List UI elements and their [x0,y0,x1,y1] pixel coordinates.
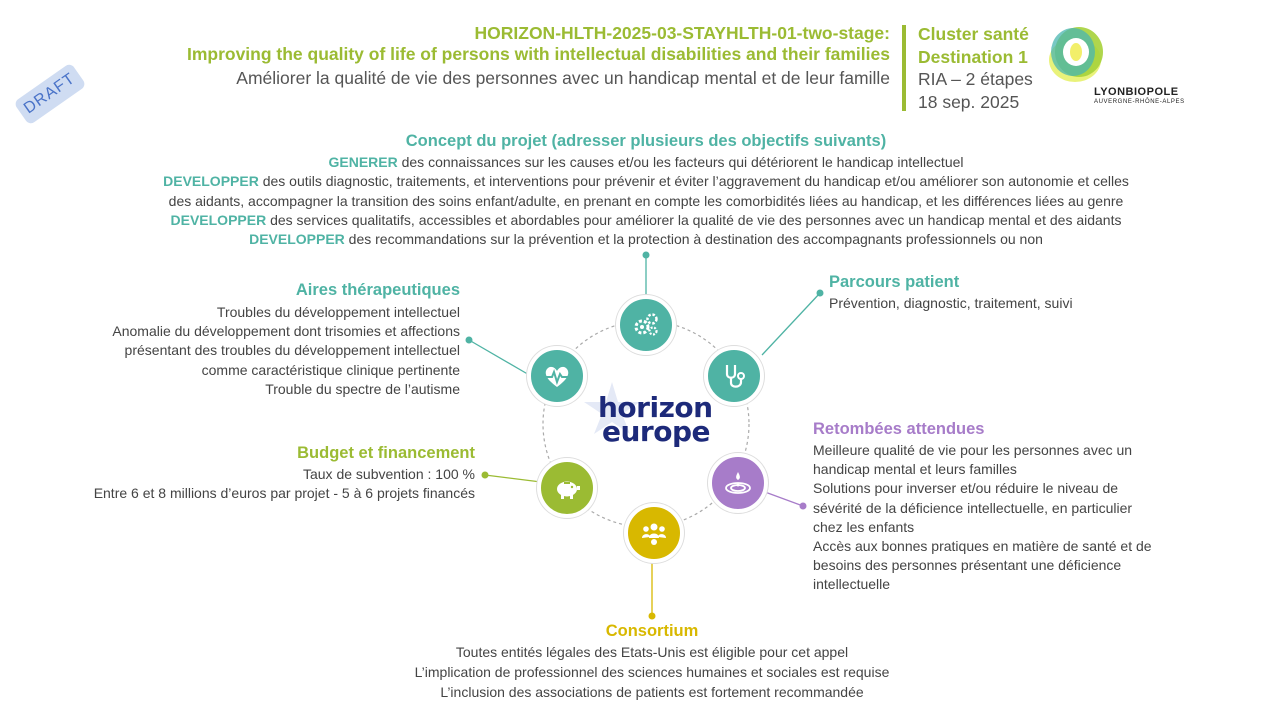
gears-icon [616,295,676,355]
aires-line: Anomalie du développement dont trisomies et affections [112,323,460,340]
budget-line: Taux de subvention : 100 % [302,466,475,482]
date-label: 18 sep. 2025 [918,91,1020,112]
aires-line: Troubles du développement intellectuel [216,304,460,320]
retombees-line: handicap mental et leurs familles [813,461,1017,478]
concept-title: Concept du projet (adresser plusieurs des objectifs suivants) [405,132,887,150]
destination-label: Destination 1 [918,46,1028,67]
retombees-line: Meilleure qualité de vie pour les personnes avec un [813,442,1133,458]
logo-subtext: AUVERGNE-RHÔNE-ALPES [1094,99,1185,105]
aires-line: présentant des troubles du développement intellectuel [124,342,460,359]
logo-line2: europe [602,415,711,448]
draft-badge: DRAFT [13,62,86,125]
retombees-line: chez les enfants [813,518,915,535]
parcours-line: Prévention, diagnostic, traitement, suivi [829,295,1073,311]
heart-rate-icon [527,346,587,406]
action-type: RIA – 2 étapes [918,69,1033,89]
stethoscope-icon [704,346,764,406]
aires-section [112,281,460,399]
consortium-line: Toutes entités légales des Etats-Unis est éligible pour cet appel [455,644,849,660]
retombees-title: Retombées attendues [813,420,985,438]
retombees-line: sévérité de la déficience intellectuelle, en particulier [813,499,1133,516]
consortium-section [300,622,1004,702]
retombees-line: intellectuelle [813,576,891,593]
connector-retombees [765,492,803,506]
consortium-line: L’implication de professionnel des sciences humaines et sociales est requise [414,664,890,680]
aires-line: comme caractéristique clinique pertinente [201,361,460,378]
budget-line: Entre 6 et 8 millions d’euros par projet - 5 à 6 projets financés [93,485,475,502]
call-title-line2: Improving the quality of life of persons with intellectual disabilities and their families [186,44,890,64]
connector-parcours [762,293,820,355]
parcours-title: Parcours patient [829,273,960,291]
call-subtitle-fr: Améliorer la qualité de vie des personnes avec un handicap mental et de leur famille [236,68,890,88]
concept-text: des connaissances sur les causes et/ou les facteurs qui détériorent le handicap intellectuel [397,154,964,170]
logo-text: LYONBIOPOLE [1094,86,1179,98]
connector-budget [485,475,541,482]
aires-line: Trouble du spectre de l’autisme [265,380,460,397]
concept-text: des services qualitatifs, accessibles et abordables pour améliorer la qualité de vie des personnes avec un handicap mental et des aidants [266,211,1122,228]
aires-title: Aires thérapeutiques [295,281,460,299]
concept-keyword: DEVELOPPER [163,173,259,190]
concept-text: des recommandations sur la prévention et la protection à destination des accompagnants professionnels ou non [344,231,1043,248]
team-icon [624,503,684,563]
concept-keyword: DEVELOPPER [170,211,267,228]
ripple-icon [708,453,768,513]
concept-keyword: DEVELOPPER [249,231,345,248]
budget-title: Budget et financement [297,444,475,462]
parcours-section [829,273,1073,313]
retombees-line: Accès aux bonnes pratiques en matière de santé et de [813,538,1152,555]
piggy-bank-icon [537,458,597,518]
call-title-line1: HORIZON-HLTH-2025-03-STAYHLTH-01-two-stage: [474,23,890,43]
concept-item-continued: des aidants, accompagner la transition des soins enfant/adulte, en prenant en compte les comorbidités liées au handicap, et les différences liées au genre [168,192,1124,209]
consortium-line: L’inclusion des associations de patients est fortement recommandée [440,684,864,700]
consortium-title: Consortium [605,622,699,640]
retombees-line: besoins des personnes présentant une déficience [813,557,1122,574]
cluster-label: Cluster santé [918,24,1029,44]
concept-text: des outils diagnostic, traitements, et interventions pour prévenir et éviter l’aggravement du handicap et/ou améliorer son autonomie et celles [258,173,1129,190]
budget-section [94,444,475,503]
horizon-europe-logo [598,391,713,448]
retombees-line: Solutions pour inverser et/ou réduire le niveau de [813,480,1119,497]
connector-aires [469,340,531,376]
concept-keyword: GENERER [328,154,398,170]
retombees-section [813,420,1152,595]
logo-line1: horizon [598,391,713,424]
